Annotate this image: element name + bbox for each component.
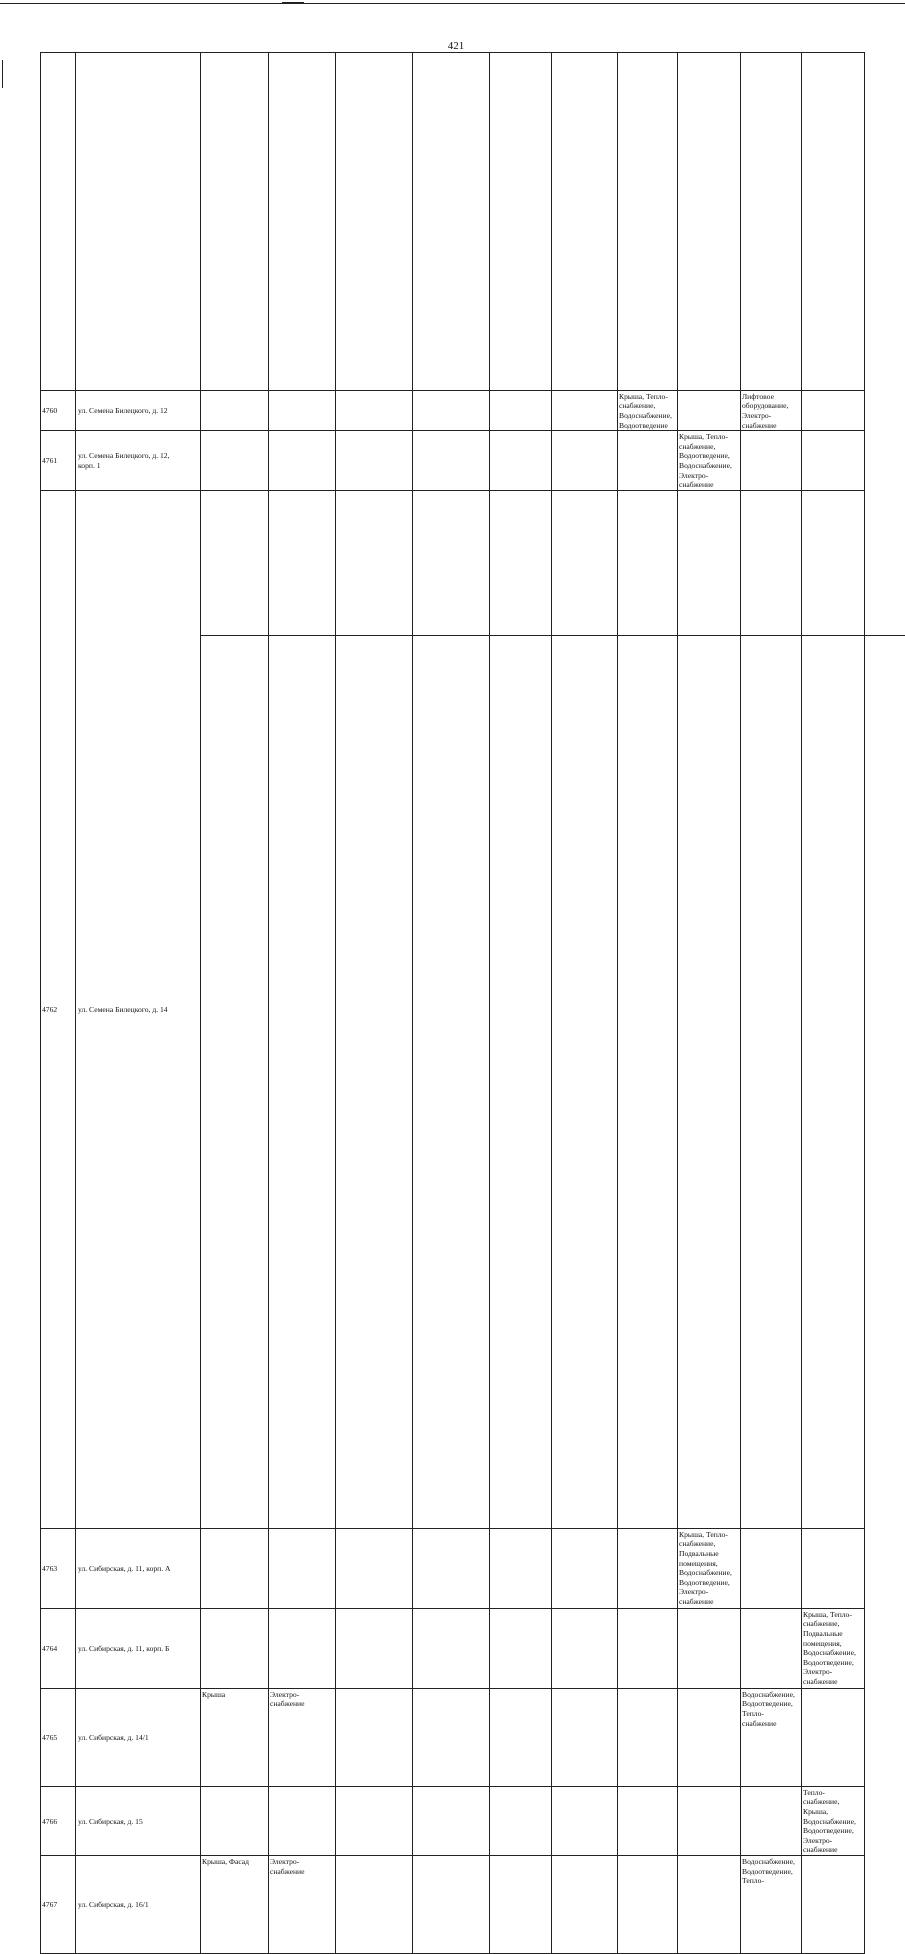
address-cell xyxy=(76,1608,201,1688)
work-cell xyxy=(741,1855,802,1953)
work-cell xyxy=(269,1528,336,1608)
work-cell xyxy=(678,53,741,391)
table-row xyxy=(41,390,865,430)
work-cell xyxy=(201,1688,269,1786)
work-cell xyxy=(678,1608,741,1688)
work-cell xyxy=(802,1688,865,1786)
work-cell xyxy=(618,1855,678,1953)
table-row xyxy=(41,1786,865,1855)
work-cell xyxy=(336,1855,413,1953)
work-cell xyxy=(552,1688,618,1786)
work-cell xyxy=(802,53,865,391)
work-cell xyxy=(413,1688,490,1786)
work-text: Крыша, Тепло- снабжение, Водоснабжение, Водоотведение xyxy=(619,391,672,430)
work-cell xyxy=(618,1528,678,1608)
work-cell xyxy=(802,1855,865,1953)
work-cell xyxy=(336,1786,413,1855)
work-cell xyxy=(269,431,336,491)
work-text: Водоснабжение, Водоотведение, Тепло- снабжение xyxy=(742,1689,795,1728)
work-cell xyxy=(413,490,490,1528)
work-cell xyxy=(678,1528,741,1608)
work-cell xyxy=(741,1528,802,1608)
table-row xyxy=(41,53,865,391)
work-cell xyxy=(269,53,336,391)
work-cell xyxy=(201,390,269,430)
work-cell xyxy=(413,1528,490,1608)
address-text: ул. Сибирская, д. 14/1 xyxy=(78,1733,149,1743)
work-cell xyxy=(413,431,490,491)
address-cell xyxy=(76,431,201,491)
work-text: Крыша, Фасад xyxy=(202,1856,250,1866)
row-number xyxy=(41,53,76,391)
work-cell xyxy=(269,490,336,1528)
work-cell xyxy=(741,390,802,430)
work-cell xyxy=(413,1855,490,1953)
work-cell xyxy=(201,1608,269,1688)
address-text: ул. Семена Билецкого, д. 12, корп. 1 xyxy=(78,451,170,470)
address-text: ул. Семена Билецкого, д. 12 xyxy=(78,406,168,416)
scan-top-mark xyxy=(282,2,304,4)
row-number: 4762 xyxy=(41,490,76,1528)
work-cell xyxy=(490,490,552,1528)
work-cell xyxy=(802,431,865,491)
work-cell xyxy=(490,1786,552,1855)
work-cell xyxy=(490,1688,552,1786)
table-row xyxy=(41,1688,865,1786)
work-text: Лифтовое оборудование, Электро- снабжение xyxy=(742,391,789,430)
work-cell xyxy=(741,431,802,491)
work-cell xyxy=(269,1855,336,1953)
address-cell xyxy=(76,490,201,1528)
work-cell xyxy=(201,53,269,391)
address-text: ул. Сибирская, д. 16/1 xyxy=(78,1900,149,1910)
table-row xyxy=(41,1528,865,1608)
work-cell xyxy=(269,390,336,430)
work-cell xyxy=(490,390,552,430)
work-cell xyxy=(618,53,678,391)
row-number: 4760 xyxy=(41,390,76,430)
document-table xyxy=(40,52,865,1954)
work-cell xyxy=(741,53,802,391)
address-cell xyxy=(76,1528,201,1608)
work-cell xyxy=(678,390,741,430)
work-cell xyxy=(618,1608,678,1688)
work-cell xyxy=(490,1855,552,1953)
address-cell xyxy=(76,1688,201,1786)
row-number: 4767 xyxy=(41,1855,76,1953)
work-cell xyxy=(552,1528,618,1608)
work-text: Электро- снабжение xyxy=(270,1856,305,1876)
work-cell xyxy=(201,1855,269,1953)
work-cell xyxy=(678,490,741,1528)
work-cell xyxy=(269,1688,336,1786)
work-cell xyxy=(490,1608,552,1688)
work-text: Крыша, Тепло- снабжение, Подвальные помещения, Водоснабжение, Водоотведение, Электро- снабжение xyxy=(803,1609,856,1686)
address-cell xyxy=(76,390,201,430)
work-cell xyxy=(336,1528,413,1608)
work-cell xyxy=(552,53,618,391)
address-text: ул. Семена Билецкого, д. 14 xyxy=(78,1004,168,1014)
address-text: ул. Сибирская, д. 11, корп. Б xyxy=(78,1644,170,1654)
work-cell xyxy=(802,1528,865,1608)
work-cell xyxy=(336,53,413,391)
work-cell xyxy=(678,1786,741,1855)
table-row xyxy=(41,490,865,1528)
work-cell xyxy=(552,1786,618,1855)
address-text: ул. Сибирская, д. 15 xyxy=(78,1816,143,1826)
work-cell xyxy=(336,431,413,491)
address-cell xyxy=(76,53,201,391)
table-row xyxy=(41,431,865,491)
work-cell xyxy=(269,1786,336,1855)
work-cell xyxy=(678,1688,741,1786)
work-cell xyxy=(741,1786,802,1855)
work-cell xyxy=(490,1528,552,1608)
work-cell xyxy=(618,1786,678,1855)
work-cell xyxy=(618,390,678,430)
work-cell xyxy=(201,1528,269,1608)
work-cell xyxy=(618,490,678,1528)
work-cell xyxy=(678,431,741,491)
work-cell xyxy=(618,431,678,491)
work-cell xyxy=(552,390,618,430)
work-cell xyxy=(490,53,552,391)
row-number: 4763 xyxy=(41,1528,76,1608)
work-text: Крыша, Тепло- снабжение, Подвальные помещения, Водоснабжение, Водоотведение, Электро- снабжение xyxy=(679,1529,732,1606)
work-cell xyxy=(802,1786,865,1855)
work-cell xyxy=(336,390,413,430)
row-number: 4765 xyxy=(41,1688,76,1786)
work-text: Крыша xyxy=(202,1689,226,1699)
work-cell xyxy=(802,1608,865,1688)
work-cell xyxy=(269,1608,336,1688)
work-text: Электро- снабжение xyxy=(270,1689,305,1709)
row-number: 4766 xyxy=(41,1786,76,1855)
work-cell xyxy=(413,1608,490,1688)
work-cell xyxy=(741,1688,802,1786)
work-cell xyxy=(552,1855,618,1953)
work-text: Крыша, Тепло- снабжение, Водоотведение, Водоснабжение, Электро- снабжение xyxy=(679,432,732,490)
work-cell xyxy=(413,390,490,430)
work-cell xyxy=(552,431,618,491)
work-cell xyxy=(490,431,552,491)
work-cell xyxy=(413,53,490,391)
page-number: 421 xyxy=(447,40,465,52)
work-cell xyxy=(336,1688,413,1786)
work-cell xyxy=(552,490,618,1528)
work-cell xyxy=(802,390,865,430)
address-cell xyxy=(76,1855,201,1953)
work-cell xyxy=(336,1608,413,1688)
work-cell xyxy=(201,490,269,1528)
work-cell xyxy=(201,431,269,491)
work-cell xyxy=(802,490,865,1528)
address-cell xyxy=(76,1786,201,1855)
table-row xyxy=(41,1855,865,1953)
work-cell xyxy=(741,1608,802,1688)
row-number: 4764 xyxy=(41,1608,76,1688)
work-cell xyxy=(336,490,413,1528)
scan-top-line xyxy=(0,3,905,4)
work-cell xyxy=(618,1688,678,1786)
scan-left-mark xyxy=(2,60,3,88)
work-cell xyxy=(741,490,802,1528)
row-number: 4761 xyxy=(41,431,76,491)
work-cell xyxy=(552,1608,618,1688)
work-cell xyxy=(201,1786,269,1855)
work-cell xyxy=(678,1855,741,1953)
work-text: Водоснабжение, Водоотведение, Тепло- xyxy=(742,1856,795,1886)
work-cell xyxy=(413,1786,490,1855)
address-text: ул. Сибирская, д. 11, корп. А xyxy=(78,1564,171,1574)
table-row xyxy=(41,1608,865,1688)
work-text: Тепло- снабжение, Крыша, Водоснабжение, Водоотведение, Электро- снабжение xyxy=(803,1787,856,1855)
